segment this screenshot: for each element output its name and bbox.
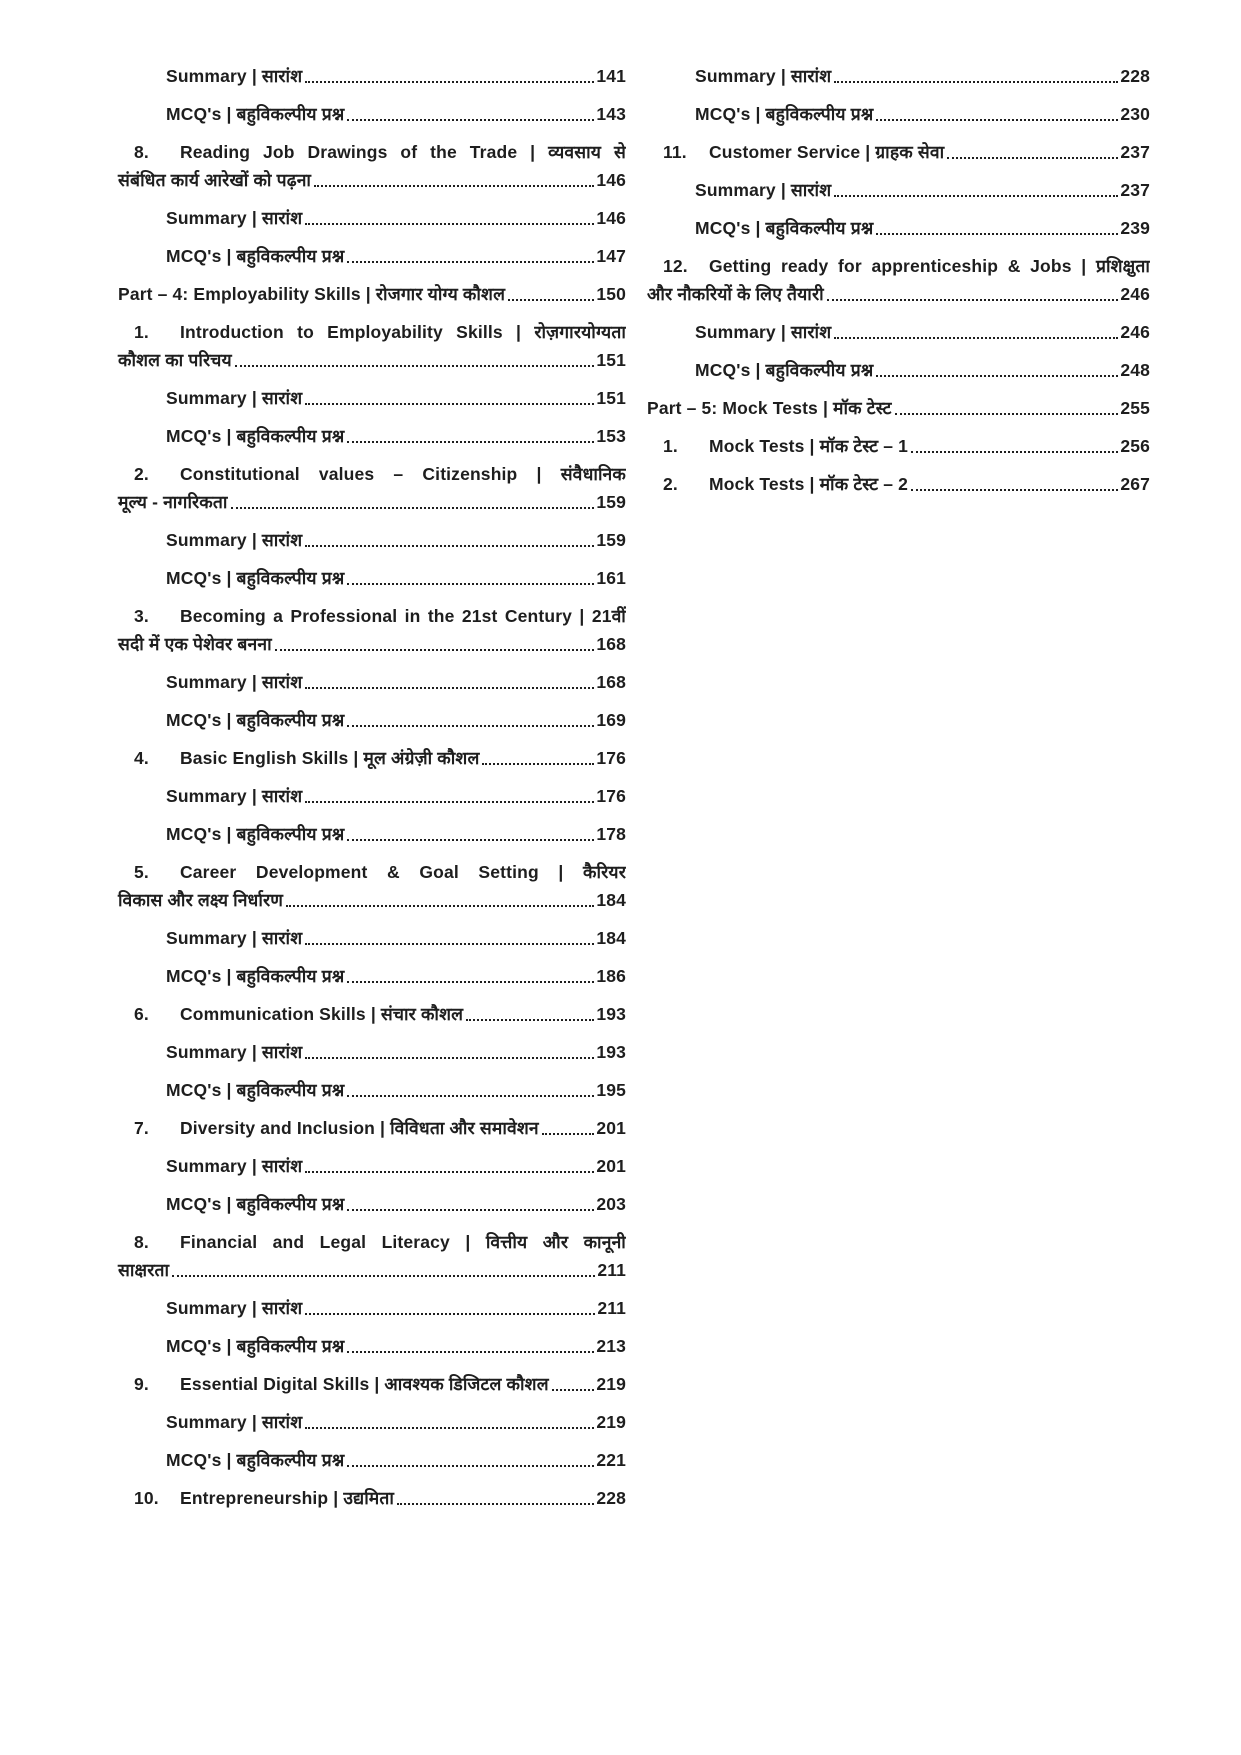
toc-chapter-entry <box>118 138 626 194</box>
page-number: 221 <box>596 1450 626 1470</box>
dot-leader <box>508 298 594 301</box>
entry-title: Summary | सारांश <box>166 530 303 550</box>
entry-title: Summary | सारांश <box>166 1412 303 1432</box>
entry-title: Introduction to Employability Skills | रोज़गारयोग्यता <box>180 322 626 342</box>
entry-title: Summary | सारांश <box>166 786 303 806</box>
toc-chapter-entry <box>647 138 1150 166</box>
toc-sub-entry <box>647 100 1150 128</box>
toc-line <box>118 100 626 128</box>
toc-line <box>118 820 626 848</box>
dot-leader <box>275 648 595 651</box>
toc-sub-entry <box>647 62 1150 90</box>
dot-leader <box>347 838 594 841</box>
toc-line <box>118 1038 626 1066</box>
entry-title: Mock Tests | मॉक टेस्ट – 1 <box>709 436 909 456</box>
entry-title: Summary | सारांश <box>166 66 303 86</box>
toc-sub-entry <box>118 706 626 734</box>
toc-part-heading <box>118 280 626 308</box>
page-number: 255 <box>1120 398 1150 418</box>
entry-title: Basic English Skills | मूल अंग्रेज़ी कौशल <box>180 748 480 768</box>
entry-title: Essential Digital Skills | आवश्यक डिजिटल कौशल <box>180 1374 549 1394</box>
page-number: 193 <box>596 1004 626 1024</box>
chapter-number: 2. <box>134 464 149 484</box>
page-number: 230 <box>1120 104 1150 124</box>
page-number: 151 <box>596 350 626 370</box>
entry-title: MCQ's | बहुविकल्पीय प्रश्न <box>166 104 345 124</box>
dot-leader <box>305 544 594 547</box>
toc-sub-entry <box>118 1076 626 1104</box>
dot-leader <box>466 1018 594 1021</box>
entry-title: Summary | सारांश <box>166 672 303 692</box>
entry-title: Summary | सारांश <box>166 1042 303 1062</box>
dot-leader <box>305 222 594 225</box>
toc-sub-entry <box>118 668 626 696</box>
toc-line <box>118 962 626 990</box>
toc-line <box>118 346 626 374</box>
page-number: 161 <box>596 568 626 588</box>
toc-chapter-entry <box>118 460 626 516</box>
entry-title: Summary | सारांश <box>695 322 832 342</box>
page-number: 184 <box>596 928 626 948</box>
page-number: 211 <box>597 1260 626 1280</box>
dot-leader <box>305 1312 595 1315</box>
toc-sub-entry <box>118 1332 626 1360</box>
toc-line <box>647 138 1150 166</box>
toc-sub-entry <box>118 1446 626 1474</box>
dot-leader <box>911 488 1118 491</box>
chapter-number: 1. <box>663 436 678 456</box>
toc-line <box>118 564 626 592</box>
dot-leader <box>347 440 594 443</box>
dot-leader <box>305 1426 594 1429</box>
page-number: 146 <box>596 170 626 190</box>
entry-title: MCQ's | बहुविकल्पीय प्रश्न <box>166 824 345 844</box>
toc-line <box>118 924 626 952</box>
toc-sub-entry <box>118 100 626 128</box>
toc-line <box>118 706 626 734</box>
toc-chapter-entry <box>647 432 1150 460</box>
dot-leader <box>876 118 1118 121</box>
toc-line <box>647 252 1150 280</box>
page-number: 267 <box>1120 474 1150 494</box>
entry-title: Diversity and Inclusion | विविधता और समावेशन <box>180 1118 539 1138</box>
chapter-number: 8. <box>134 1232 149 1252</box>
page-number: 186 <box>596 966 626 986</box>
dot-leader <box>172 1274 595 1277</box>
page-number: 168 <box>596 634 626 654</box>
toc-line <box>118 744 626 772</box>
page-number: 228 <box>596 1488 626 1508</box>
toc-sub-entry <box>118 62 626 90</box>
entry-title: विकास और लक्ष्य निर्धारण <box>118 890 284 910</box>
page-number: 201 <box>596 1156 626 1176</box>
page-number: 147 <box>596 246 626 266</box>
toc-line <box>118 1152 626 1180</box>
dot-leader <box>482 762 594 765</box>
page-number: 256 <box>1120 436 1150 456</box>
entry-title: MCQ's | बहुविकल्पीय प्रश्न <box>695 218 874 238</box>
toc-sub-entry <box>118 564 626 592</box>
toc-line <box>118 886 626 914</box>
toc-chapter-entry <box>647 470 1150 498</box>
dot-leader <box>834 80 1118 83</box>
toc-line <box>647 100 1150 128</box>
page-number: 203 <box>596 1194 626 1214</box>
toc-line <box>118 782 626 810</box>
toc-chapter-entry <box>647 252 1150 308</box>
toc-chapter-entry <box>118 858 626 914</box>
toc-line <box>118 318 626 346</box>
entry-title: Getting ready for apprenticeship & Jobs | प्रशिक्षुता <box>709 256 1150 276</box>
entry-title: Reading Job Drawings of the Trade | व्यवसाय से <box>180 142 626 162</box>
toc-sub-entry <box>118 526 626 554</box>
chapter-number: 7. <box>134 1118 149 1138</box>
entry-title: Customer Service | ग्राहक सेवा <box>709 142 945 162</box>
toc-line <box>118 1446 626 1474</box>
toc-sub-entry <box>118 962 626 990</box>
page-number: 184 <box>596 890 626 910</box>
entry-title: MCQ's | बहुविकल्पीय प्रश्न <box>166 246 345 266</box>
entry-title: साक्षरता <box>118 1260 170 1280</box>
chapter-number: 9. <box>134 1374 149 1394</box>
toc-line <box>647 62 1150 90</box>
dot-leader <box>947 156 1118 159</box>
toc-line <box>118 62 626 90</box>
toc-sub-entry <box>118 1038 626 1066</box>
page-number: 219 <box>596 1374 626 1394</box>
chapter-number: 12. <box>663 256 688 276</box>
toc-line <box>118 204 626 232</box>
toc-line <box>118 1256 626 1284</box>
toc-line <box>647 432 1150 460</box>
entry-title: Summary | सारांश <box>695 180 832 200</box>
toc-line <box>118 460 626 488</box>
toc-sub-entry <box>118 422 626 450</box>
toc-part-heading <box>647 394 1150 422</box>
dot-leader <box>305 80 594 83</box>
toc-line <box>118 384 626 412</box>
chapter-number: 11. <box>663 142 687 162</box>
entry-title: मूल्य - नागरिकता <box>118 492 228 512</box>
chapter-number: 2. <box>663 474 678 494</box>
entry-title: Constitutional values – Citizenship | संवैधानिक <box>180 464 626 484</box>
toc-column-right <box>647 62 1150 508</box>
entry-title: MCQ's | बहुविकल्पीय प्रश्न <box>166 1336 345 1356</box>
dot-leader <box>286 904 594 907</box>
dot-leader <box>231 506 595 509</box>
entry-title: MCQ's | बहुविकल्पीय प्रश्न <box>166 1080 345 1100</box>
dot-leader <box>305 1056 594 1059</box>
toc-line <box>647 470 1150 498</box>
toc-chapter-entry <box>118 744 626 772</box>
toc-line <box>118 1076 626 1104</box>
toc-line <box>118 138 626 166</box>
toc-line <box>647 394 1150 422</box>
toc-line <box>118 166 626 194</box>
toc-line <box>118 422 626 450</box>
dot-leader <box>347 724 594 727</box>
toc-chapter-entry <box>118 602 626 658</box>
dot-leader <box>834 194 1118 197</box>
dot-leader <box>314 184 594 187</box>
entry-title: MCQ's | बहुविकल्पीय प्रश्न <box>166 966 345 986</box>
page-number: 211 <box>597 1298 626 1318</box>
chapter-number: 8. <box>134 142 149 162</box>
toc-line <box>118 1484 626 1512</box>
entry-title: Entrepreneurship | उद्यमिता <box>180 1488 395 1508</box>
dot-leader <box>347 582 594 585</box>
page-number: 169 <box>596 710 626 730</box>
page-number: 178 <box>596 824 626 844</box>
toc-line <box>647 176 1150 204</box>
page-number: 219 <box>596 1412 626 1432</box>
toc-chapter-entry <box>118 318 626 374</box>
dot-leader <box>347 980 594 983</box>
entry-title: Summary | सारांश <box>166 928 303 948</box>
toc-chapter-entry <box>118 1114 626 1142</box>
entry-title: MCQ's | बहुविकल्पीय प्रश्न <box>166 426 345 446</box>
toc-sub-entry <box>118 820 626 848</box>
entry-title: और नौकरियों के लिए तैयारी <box>647 284 824 304</box>
entry-title: MCQ's | बहुविकल्पीय प्रश्न <box>166 1194 345 1214</box>
page-number: 168 <box>596 672 626 692</box>
toc-line <box>647 214 1150 242</box>
toc-line <box>118 1332 626 1360</box>
page-number: 239 <box>1120 218 1150 238</box>
chapter-number: 10. <box>134 1488 159 1508</box>
toc-line <box>118 1000 626 1028</box>
toc-sub-entry <box>647 318 1150 346</box>
toc-line <box>118 1228 626 1256</box>
chapter-number: 3. <box>134 606 149 626</box>
toc-line <box>118 668 626 696</box>
dot-leader <box>827 298 1119 301</box>
toc-line <box>647 356 1150 384</box>
dot-leader <box>305 1170 594 1173</box>
toc-sub-entry <box>647 214 1150 242</box>
dot-leader <box>235 364 595 367</box>
page-number: 146 <box>596 208 626 228</box>
page-number: 201 <box>596 1118 626 1138</box>
toc-line <box>118 526 626 554</box>
dot-leader <box>542 1132 595 1135</box>
entry-title: MCQ's | बहुविकल्पीय प्रश्न <box>695 104 874 124</box>
entry-title: Mock Tests | मॉक टेस्ट – 2 <box>709 474 909 494</box>
page-number: 143 <box>596 104 626 124</box>
dot-leader <box>305 942 594 945</box>
dot-leader <box>305 402 594 405</box>
entry-title: Part – 4: Employability Skills | रोजगार योग्य कौशल <box>118 284 506 304</box>
dot-leader <box>347 1208 594 1211</box>
entry-title: Becoming a Professional in the 21st Century | 21वीं <box>180 606 626 626</box>
toc-line <box>118 488 626 516</box>
dot-leader <box>834 336 1118 339</box>
page-number: 141 <box>596 66 626 86</box>
dot-leader <box>347 260 594 263</box>
toc-chapter-entry <box>118 1484 626 1512</box>
page-number: 246 <box>1120 284 1150 304</box>
dot-leader <box>305 686 594 689</box>
toc-sub-entry <box>118 924 626 952</box>
toc-line <box>118 1114 626 1142</box>
entry-title: Part – 5: Mock Tests | मॉक टेस्ट <box>647 398 892 418</box>
toc-line <box>118 280 626 308</box>
toc-sub-entry <box>118 1294 626 1322</box>
chapter-number: 5. <box>134 862 149 882</box>
page-number: 193 <box>596 1042 626 1062</box>
toc-line <box>118 1190 626 1218</box>
toc-line <box>647 280 1150 308</box>
dot-leader <box>876 232 1118 235</box>
toc-sub-entry <box>647 176 1150 204</box>
entry-title: Summary | सारांश <box>166 208 303 228</box>
entry-title: MCQ's | बहुविकल्पीय प्रश्न <box>695 360 874 380</box>
toc-sub-entry <box>118 782 626 810</box>
page-number: 150 <box>596 284 626 304</box>
entry-title: Summary | सारांश <box>166 388 303 408</box>
entry-title: Summary | सारांश <box>695 66 832 86</box>
toc-column-left <box>118 62 626 1522</box>
page-number: 237 <box>1120 142 1150 162</box>
toc-sub-entry <box>118 204 626 232</box>
toc-line <box>118 602 626 630</box>
entry-title: Career Development & Goal Setting | कैरियर <box>180 862 626 882</box>
toc-sub-entry <box>118 384 626 412</box>
toc-sub-entry <box>118 1408 626 1436</box>
page-number: 228 <box>1120 66 1150 86</box>
chapter-number: 4. <box>134 748 149 768</box>
dot-leader <box>305 800 594 803</box>
page-number: 246 <box>1120 322 1150 342</box>
page-number: 176 <box>596 748 626 768</box>
page-number: 159 <box>596 530 626 550</box>
dot-leader <box>911 450 1118 453</box>
dot-leader <box>347 118 594 121</box>
chapter-number: 6. <box>134 1004 149 1024</box>
page-number: 248 <box>1120 360 1150 380</box>
entry-title: कौशल का परिचय <box>118 350 232 370</box>
toc-sub-entry <box>118 242 626 270</box>
dot-leader <box>347 1464 594 1467</box>
dot-leader <box>552 1388 595 1391</box>
chapter-number: 1. <box>134 322 149 342</box>
page-number: 159 <box>596 492 626 512</box>
toc-line <box>118 1408 626 1436</box>
page-number: 151 <box>596 388 626 408</box>
entry-title: Financial and Legal Literacy | वित्तीय और कानूनी <box>180 1232 626 1252</box>
entry-title: संबंधित कार्य आरेखों को पढ़ना <box>118 170 312 190</box>
entry-title: Summary | सारांश <box>166 1298 303 1318</box>
entry-title: MCQ's | बहुविकल्पीय प्रश्न <box>166 710 345 730</box>
entry-title: सदी में एक पेशेवर बनना <box>118 634 272 654</box>
entry-title: MCQ's | बहुविकल्पीय प्रश्न <box>166 568 345 588</box>
entry-title: MCQ's | बहुविकल्पीय प्रश्न <box>166 1450 345 1470</box>
entry-title: Communication Skills | संचार कौशल <box>180 1004 464 1024</box>
page-number: 176 <box>596 786 626 806</box>
toc-line <box>647 318 1150 346</box>
dot-leader <box>397 1502 594 1505</box>
toc-line <box>118 242 626 270</box>
dot-leader <box>347 1350 594 1353</box>
toc-line <box>118 1294 626 1322</box>
dot-leader <box>347 1094 594 1097</box>
toc-sub-entry <box>647 356 1150 384</box>
toc-line <box>118 858 626 886</box>
page-number: 153 <box>596 426 626 446</box>
page-number: 237 <box>1120 180 1150 200</box>
toc-chapter-entry <box>118 1370 626 1398</box>
toc-chapter-entry <box>118 1228 626 1284</box>
dot-leader <box>895 412 1119 415</box>
toc-sub-entry <box>118 1152 626 1180</box>
entry-title: Summary | सारांश <box>166 1156 303 1176</box>
toc-line <box>118 1370 626 1398</box>
toc-chapter-entry <box>118 1000 626 1028</box>
dot-leader <box>876 374 1118 377</box>
page-number: 213 <box>596 1336 626 1356</box>
page-number: 195 <box>596 1080 626 1100</box>
toc-line <box>118 630 626 658</box>
toc-sub-entry <box>118 1190 626 1218</box>
